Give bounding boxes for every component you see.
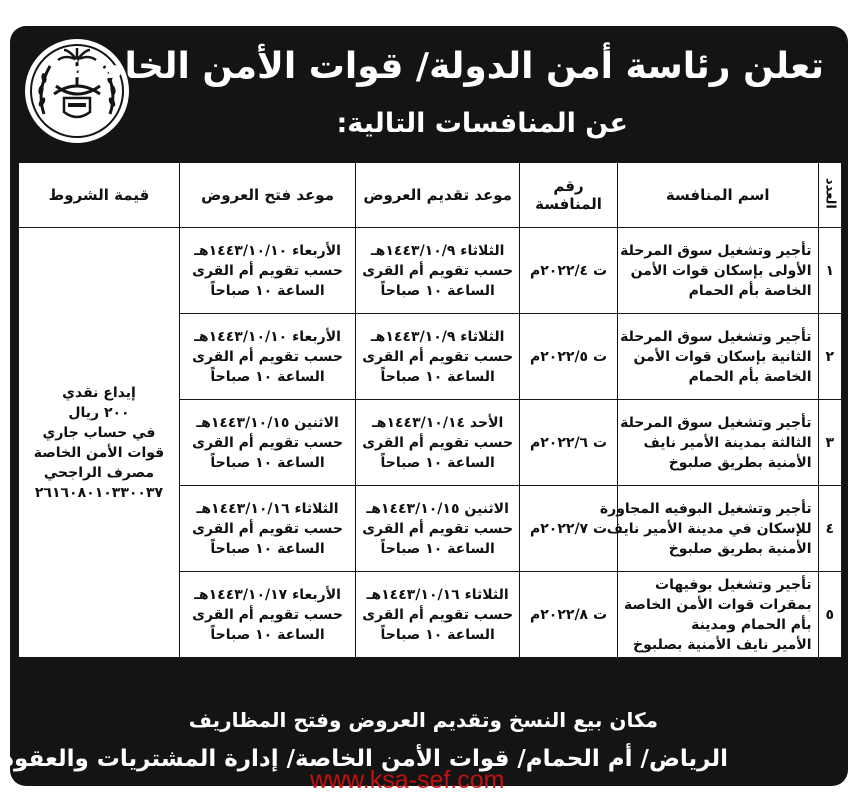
- cell-line: تأجير وتشغيل سوق المرحلة: [620, 414, 812, 431]
- cell-line: الأحد ١٤٤٣/١٠/١٤هـ: [371, 414, 504, 431]
- tenders-table: [18, 162, 842, 658]
- advertisement-frame: [2, 26, 848, 786]
- header: [10, 26, 848, 158]
- cell-line: تأجير وتشغيل بوفيهات: [655, 576, 812, 593]
- cell-line: قوات الأمن الخاصة: [33, 444, 165, 461]
- ad-subtitle: عن المنافسات التالية:: [336, 108, 628, 139]
- cell-line: حسب تقويم أم القرى: [362, 262, 514, 279]
- cell-line: ٢٦١٦٠٨٠١٠٣٣٠٠٣٧: [34, 484, 164, 501]
- cell-line: الاثنين ١٤٤٣/١٠/١٥هـ: [366, 500, 509, 517]
- cell-line: الثانية بإسكان قوات الأمن: [633, 348, 812, 365]
- submission-date: [356, 314, 520, 400]
- column-header-opening: موعد فتح العروض: [179, 163, 355, 228]
- cell-line: الساعة ١٠ صباحاً: [380, 626, 495, 643]
- tender-number: ت ٢٠٢٢/٨م: [520, 572, 618, 658]
- cell-line: الأمنية بطريق صلبوخ: [668, 540, 812, 557]
- footer-location-address: الرياض/ أم الحمام/ قوات الأمن الخاصة/ إدارة المشتريات والعقود: [2, 746, 728, 772]
- opening-date: [179, 228, 355, 314]
- cell-line: الاثنين ١٤٤٣/١٠/١٥هـ: [196, 414, 339, 431]
- cell-line: ٢٠٠ ريال: [68, 404, 130, 421]
- table-row: [19, 228, 842, 314]
- cell-line: الثلاثاء ١٤٤٣/١٠/١٦هـ: [196, 500, 339, 517]
- cell-line: مصرف الراجحي: [43, 464, 155, 481]
- cell-line: حسب تقويم أم القرى: [192, 434, 343, 451]
- row-index: ١: [818, 228, 841, 314]
- submission-date: [356, 486, 520, 572]
- tender-name: [617, 400, 818, 486]
- tender-number: ت ٢٠٢٢/٦م: [520, 400, 618, 486]
- cell-line: في حساب جاري: [42, 424, 156, 441]
- tender-name: [617, 314, 818, 400]
- row-index: ٣: [818, 400, 841, 486]
- conditions-price: [19, 228, 180, 658]
- column-header-index: العدد: [818, 163, 841, 228]
- column-header-price: قيمة الشروط: [19, 163, 180, 228]
- footer-location-heading: مكان بيع النسخ وتقديم العروض وفتح المظاريف: [188, 708, 658, 732]
- row-index: ٢: [818, 314, 841, 400]
- cell-line: الساعة ١٠ صباحاً: [210, 368, 325, 385]
- cell-line: الساعة ١٠ صباحاً: [380, 282, 495, 299]
- table-header-row: [19, 163, 842, 228]
- cell-line: إيداع نقدي: [62, 384, 136, 401]
- cell-line: للإسكان في مدينة الأمير نايف: [606, 520, 812, 537]
- tender-number: ت ٢٠٢٢/٧م: [520, 486, 618, 572]
- cell-line: تأجير وتشغيل سوق المرحلة: [620, 328, 812, 345]
- cell-line: الساعة ١٠ صباحاً: [210, 454, 325, 471]
- tender-name: [599, 486, 818, 572]
- row-index: ٤: [818, 486, 841, 572]
- cell-line: الساعة ١٠ صباحاً: [210, 540, 325, 557]
- opening-date: [179, 572, 355, 658]
- cell-line: الساعة ١٠ صباحاً: [380, 540, 495, 557]
- cell-line: تأجير وتشغيل سوق المرحلة: [620, 242, 812, 259]
- cell-line: حسب تقويم أم القرى: [192, 520, 343, 537]
- opening-date: [179, 400, 355, 486]
- cell-line: حسب تقويم أم القرى: [362, 434, 514, 451]
- opening-date: [179, 486, 355, 572]
- cell-line: الأولى بإسكان قوات الأمن: [630, 262, 812, 279]
- cell-line: الأربعاء ١٤٤٣/١٠/١٠هـ: [194, 242, 341, 259]
- cell-line: تأجير وتشغيل البوفيه المجاورة: [599, 500, 812, 517]
- column-header-number: رقم المنافسة: [520, 163, 618, 228]
- cell-line: الساعة ١٠ صباحاً: [380, 368, 495, 385]
- cell-line: حسب تقويم أم القرى: [362, 606, 514, 623]
- cell-line: الثلاثاء ١٤٤٣/١٠/٩هـ: [370, 242, 505, 259]
- tender-number: ت ٢٠٢٢/٤م: [520, 228, 618, 314]
- cell-line: الساعة ١٠ صباحاً: [380, 454, 495, 471]
- cell-line: بأم الحمام ومدينة: [691, 616, 812, 633]
- cell-line: الأربعاء ١٤٤٣/١٠/١٠هـ: [194, 328, 341, 345]
- cell-line: الأمنية بطريق صلبوخ: [668, 454, 812, 471]
- submission-date: [356, 400, 520, 486]
- cell-line: الخاصة بأم الحمام: [688, 282, 812, 299]
- column-header-submission: موعد تقديم العروض: [356, 163, 520, 228]
- submission-date: [356, 228, 520, 314]
- cell-line: الساعة ١٠ صباحاً: [210, 626, 325, 643]
- cell-line: حسب تقويم أم القرى: [192, 348, 343, 365]
- cell-line: حسب تقويم أم القرى: [192, 262, 343, 279]
- tender-number: ت ٢٠٢٢/٥م: [520, 314, 618, 400]
- opening-date: [179, 314, 355, 400]
- ad-title: تعلن رئاسة أمن الدولة/ قوات الأمن الخاصة: [67, 46, 824, 87]
- site-watermark: www.ksa-sef.com: [310, 766, 505, 794]
- cell-line: الساعة ١٠ صباحاً: [210, 282, 325, 299]
- cell-line: حسب تقويم أم القرى: [362, 520, 514, 537]
- cell-line: الأمير نايف الأمنية بصلبوخ: [633, 636, 812, 653]
- row-index: ٥: [818, 572, 841, 658]
- cell-line: الثالثة بمدينة الأمير نايف: [643, 434, 812, 451]
- column-header-name: اسم المنافسة: [617, 163, 818, 228]
- cell-line: حسب تقويم أم القرى: [192, 606, 343, 623]
- tender-name: [617, 572, 818, 658]
- cell-line: بمقرات قوات الأمن الخاصة: [623, 596, 812, 613]
- cell-line: الثلاثاء ١٤٤٣/١٠/٩هـ: [370, 328, 505, 345]
- cell-line: الخاصة بأم الحمام: [688, 368, 812, 385]
- cell-line: حسب تقويم أم القرى: [362, 348, 514, 365]
- cell-line: الثلاثاء ١٤٤٣/١٠/١٦هـ: [366, 586, 509, 603]
- submission-date: [356, 572, 520, 658]
- cell-line: الأربعاء ١٤٤٣/١٠/١٧هـ: [194, 586, 341, 603]
- tender-name: [617, 228, 818, 314]
